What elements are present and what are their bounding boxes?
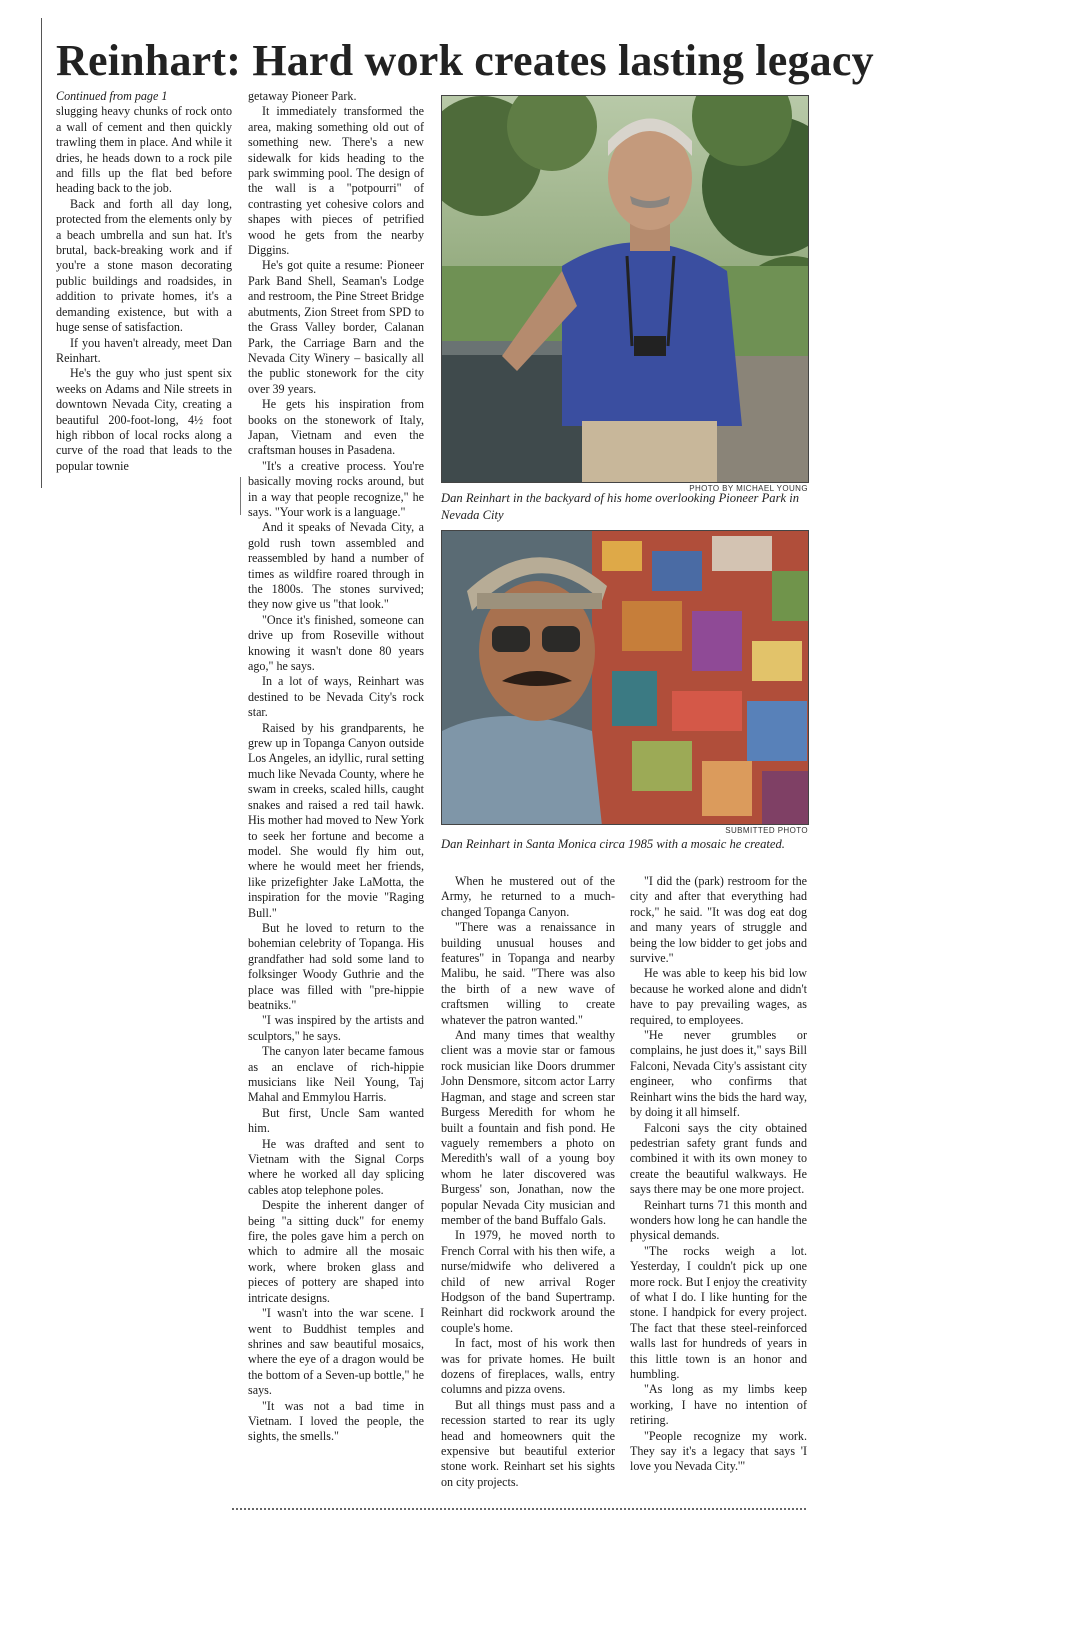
photo-credit: SUBMITTED PHOTO bbox=[725, 826, 808, 835]
paragraph: "As long as my limbs keep working, I have no intention of retiring. bbox=[630, 1382, 807, 1428]
paragraph: But all things must pass and a recession started to rear its ugly head and homeowners quit the expensive but beautiful exterior stone work. Reinhart set his sights on city projects. bbox=[441, 1397, 615, 1489]
paragraph: "The rocks weigh a lot. Yesterday, I couldn't pick up one more rock. But I enjoy the creativity of what I do. I like hunting for the stone. I handpick for every project. The fact that these steel-reinforced walls last for hundreds of years in this little town is an honor and humbling. bbox=[630, 1243, 807, 1381]
paragraph: In 1979, he moved north to French Corral with his then wife, a nurse/midwife who delivered a child of new arrival Roger Hodgson of the band Supertramp. Reinhart did rockwork around the couple's home. bbox=[441, 1228, 615, 1335]
article-column-2 bbox=[248, 89, 424, 1445]
paragraph: But he loved to return to the bohemian celebrity of Topanga. His grandfather had sold some land to folksinger Woody Guthrie and the place was filled with "pre-hippie beatniks." bbox=[248, 920, 424, 1012]
column-divider bbox=[240, 477, 241, 515]
article-column-4 bbox=[630, 874, 807, 1475]
paragraph: He was able to keep his bid low because he worked alone and didn't have to pay prevailing wages, as required, to employees. bbox=[630, 966, 807, 1027]
paragraph: "I did the (park) restroom for the city and after that everything had rock," he said. "It was dog eat dog and many years of struggle and being the low bidder to get jobs and survive." bbox=[630, 874, 807, 966]
paragraph: If you haven't already, meet Dan Reinhart. bbox=[56, 335, 232, 365]
photo-reinhart-backyard bbox=[441, 95, 809, 483]
paragraph: Falconi says the city obtained pedestrian safety grant funds and combined it with its own money to create the beautiful walkways. He says there may be one more project. bbox=[630, 1120, 807, 1197]
paragraph: "I was inspired by the artists and sculptors," he says. bbox=[248, 1013, 424, 1043]
photo-caption: Dan Reinhart in the backyard of his home overlooking Pioneer Park in Nevada City bbox=[441, 491, 800, 522]
paragraph: "People recognize my work. They say it's a legacy that says 'I love you Nevada City.'" bbox=[630, 1428, 807, 1474]
paragraph: He was drafted and sent to Vietnam with the Signal Corps where he worked all day splicing cables atop telephone poles. bbox=[248, 1136, 424, 1197]
paragraph: He's got quite a resume: Pioneer Park Band Shell, Seaman's Lodge and restroom, the Pine Street Bridge abutments, Zion Street from SPD to the Grass Valley border, Calanan Park, the Carriage Barn and the Nevada City Winery – basically all the public stonework for the city over 39 years. bbox=[248, 258, 424, 396]
paragraph: The canyon later became famous as an enclave of rich-hippie musicians like Neil Young, Taj Mahal and Emmylou Harris. bbox=[248, 1044, 424, 1105]
paragraph: slugging heavy chunks of rock onto a wall of cement and then quickly trawling them in place. And while it dries, he heads down to a rock pile and fills up the flat bed before heading back to the job. bbox=[56, 104, 232, 196]
paragraph: And it speaks of Nevada City, a gold rush town assembled and reassembled by hand a number of times as wildfire roared through in the 1800s. The stones survived; they now give us "that look." bbox=[248, 520, 424, 612]
article-column-3 bbox=[441, 874, 615, 1490]
article-column-1 bbox=[56, 89, 232, 474]
paragraph: "There was a renaissance in building unusual houses and features" in Topanga and nearby Malibu, he said. "There was also the birth of a new wave of craftsmen willing to create whatever the patron wanted." bbox=[441, 920, 615, 1027]
paragraph: In a lot of ways, Reinhart was destined to be Nevada City's rock star. bbox=[248, 674, 424, 720]
paragraph: "Once it's finished, someone can drive up from Roseville without knowing it wasn't done 80 years ago," he says. bbox=[248, 612, 424, 674]
photo-man-with-mosaic bbox=[442, 531, 809, 825]
paragraph: He gets his inspiration from books on the stonework of Italy, Japan, Vietnam and even the craftsman houses in Pasadena. bbox=[248, 397, 424, 458]
photo-reinhart-mosaic bbox=[441, 530, 809, 825]
paragraph: And many times that wealthy client was a movie star or famous rock musician like Doors drummer John Densmore, sitcom actor Larry Hagman, and stage and screen star Burgess Meredith for whom he built a fountain and fish pond. He vaguely remembers a photo on Meredith's wall of a young boy whom he later discovered was Burgess' son, Jonathan, now the popular Nevada City musician and member of the band Buffalo Gals. bbox=[441, 1028, 615, 1227]
headline-kicker: Reinhart: bbox=[56, 36, 242, 85]
paragraph: When he mustered out of the Army, he returned to a much-changed Topanga Canyon. bbox=[441, 874, 615, 919]
paragraph: "It was not a bad time in Vietnam. I loved the people, the sights, the smells." bbox=[248, 1398, 424, 1444]
continued-from-label: Continued from page 1 bbox=[56, 89, 168, 103]
paragraph: Raised by his grandparents, he grew up in Topanga Canyon outside Los Angeles, an idyllic, rural setting much like Nevada County, where he swam in creeks, scaled hills, caught snakes and raised a red tail hawk. His mother had moved to New York to seek her fortune and become a model. She would fly him out, where he would meet her friends, like prizefighter Jake LaMotta, the inspiration for the movie "Raging Bull." bbox=[248, 720, 424, 920]
article-end-rule bbox=[232, 1508, 806, 1510]
left-margin-rule bbox=[41, 18, 42, 488]
paragraph: In fact, most of his work then was for private homes. He built dozens of fireplaces, walls, entry columns and pizza ovens. bbox=[441, 1336, 615, 1397]
photo-man-in-backyard bbox=[442, 96, 809, 483]
paragraph: "It's a creative process. You're basically moving rocks around, but in a way that people recognize," he says. "Your work is a language." bbox=[248, 458, 424, 519]
paragraph: "I wasn't into the war scene. I went to Buddhist temples and shrines and saw beautiful mosaics, where the eye of a dragon would be the bottom of a Seven-up bottle," he says. bbox=[248, 1306, 424, 1398]
article-headline bbox=[56, 36, 874, 86]
paragraph: "He never grumbles or complains, he just does it," says Bill Falconi, Nevada City's assistant city engineer, who confirms that Reinhart wins the bids the hard way, by doing it all himself. bbox=[630, 1028, 807, 1120]
paragraph: Reinhart turns 71 this month and wonders how long he can handle the physical demands. bbox=[630, 1197, 807, 1243]
paragraph: But first, Uncle Sam wanted him. bbox=[248, 1105, 424, 1136]
paragraph: Back and forth all day long, protected from the elements only by a beach umbrella and sun hat. It's brutal, back-breaking work and if you're a stone mason decorating public buildings and roadsides, in addition to private homes, it's a demanding existence, but with a huge sense of satisfaction. bbox=[56, 196, 232, 335]
photo-credit: PHOTO BY MICHAEL YOUNG bbox=[689, 484, 808, 493]
paragraph: It immediately transformed the area, making something old out of something new. There's a new sidewalk for kids heading to the park swimming pool. The design of the wall is a "potpourri" of contrasting yet cohesive colors and shapes with pieces of petrified wood he gets from the nearby Diggins. bbox=[248, 104, 424, 258]
paragraph: getaway Pioneer Park. bbox=[248, 89, 357, 103]
paragraph: He's the guy who just spent six weeks on Adams and Nile streets in downtown Nevada City, creating a beautiful 200-foot-long, 4½ foot high ribbon of local rocks along a curve of the road that leads to the popular townie bbox=[56, 366, 232, 473]
paragraph: Despite the inherent danger of being "a sitting duck" for enemy fire, the poles gave him a perch on which to admire all the mosaic work, where broken glass and pieces of pottery are shaped into intricate designs. bbox=[248, 1198, 424, 1305]
photo-caption: Dan Reinhart in Santa Monica circa 1985 with a mosaic he created. bbox=[441, 837, 785, 851]
headline-title: Hard work creates lasting legacy bbox=[252, 36, 874, 85]
